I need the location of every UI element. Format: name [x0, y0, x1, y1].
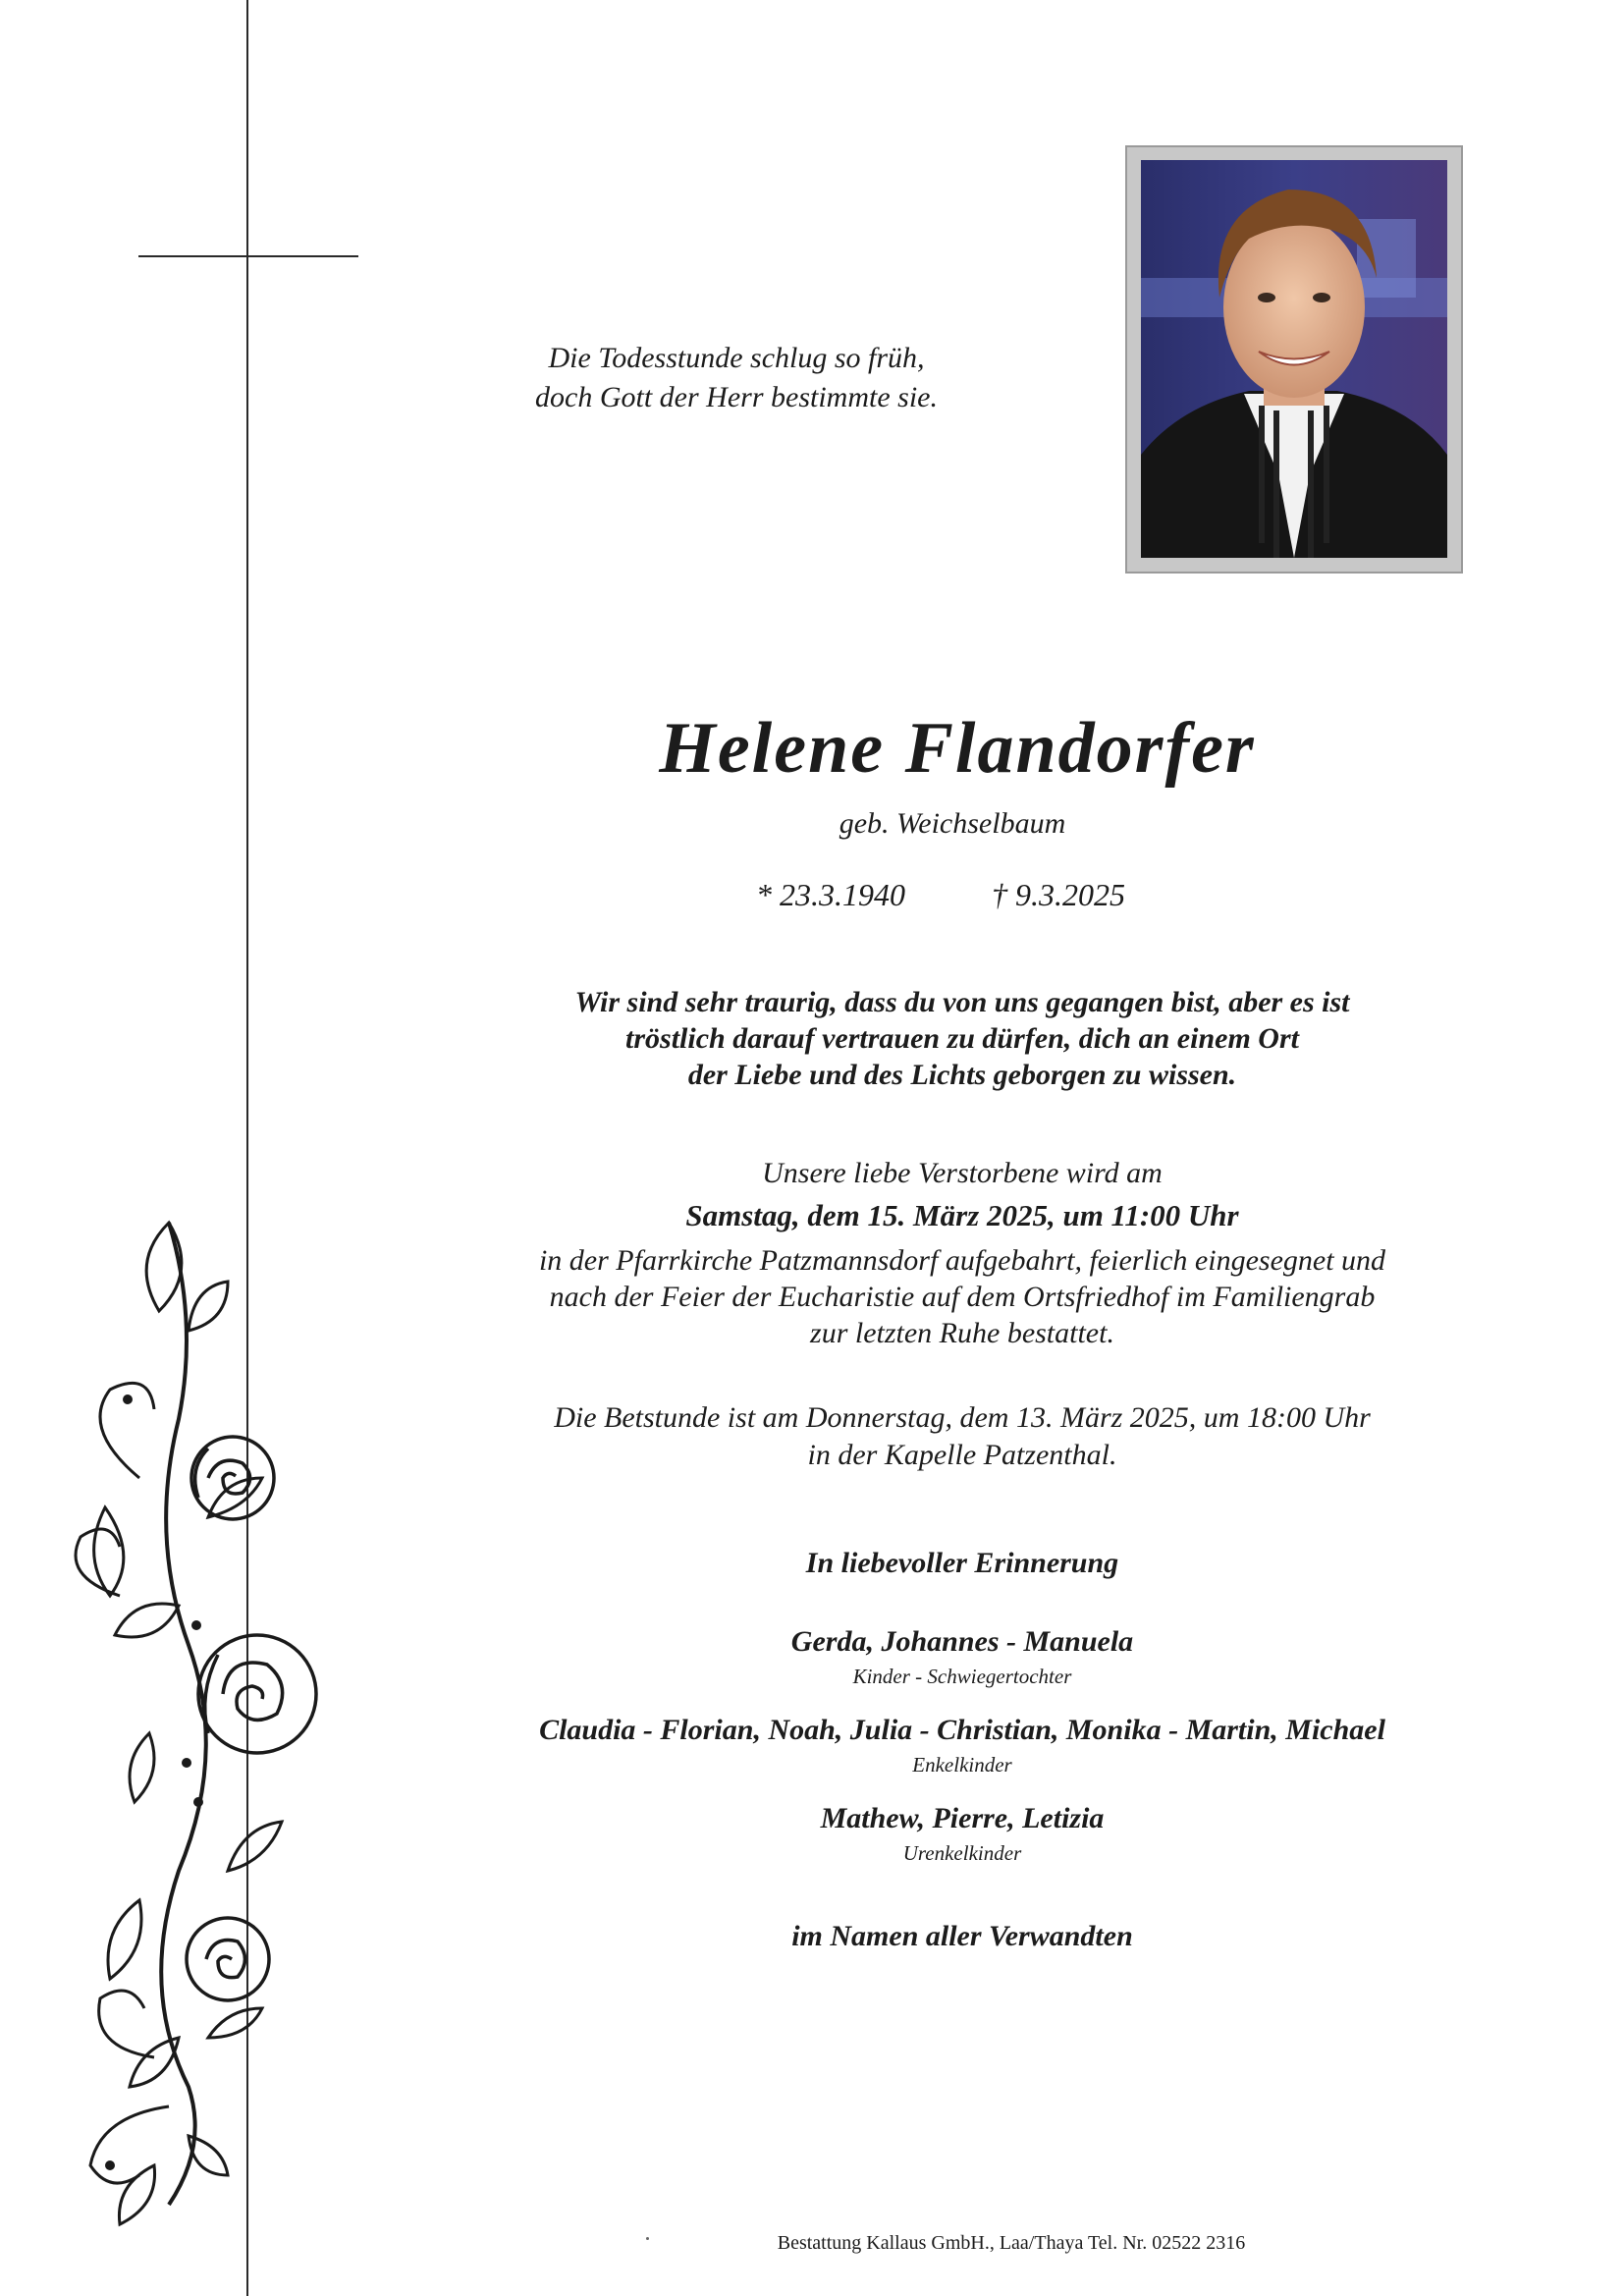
mourner-group-names: Gerda, Johannes - Manuela: [790, 1625, 1134, 1658]
prayer-line-1: Die Betstunde ist am Donnerstag, dem 13. März 2025, um 18:00 Uhr: [554, 1401, 1371, 1434]
remembrance-heading: In liebevoller Erinnerung: [805, 1547, 1119, 1579]
death-date: † 9.3.2025: [992, 877, 1125, 912]
mourner-group-relation: Urenkelkinder: [902, 1841, 1022, 1865]
funeral-intro: Unsere liebe Verstorbene wird am: [762, 1157, 1163, 1189]
message-line-1: Wir sind sehr traurig, dass du von uns gegangen bist, aber es ist: [574, 986, 1350, 1018]
mourner-group-names: Claudia - Florian, Noah, Julia - Christian, Monika - Martin, Michael: [539, 1714, 1385, 1746]
rose-vine-icon: [61, 1183, 346, 2234]
mourner-group-relation: Kinder - Schwiegertochter: [852, 1665, 1072, 1688]
prayer-info: [452, 1399, 1473, 1474]
message-line-2: tröstlich darauf vertrauen zu dürfen, dich an einem Ort: [625, 1022, 1299, 1055]
mourner-group-relation: Enkelkinder: [912, 1753, 1012, 1777]
funeral-date: Samstag, dem 15. März 2025, um 11:00 Uhr: [685, 1198, 1239, 1232]
funeral-line-2: nach der Feier der Eucharistie auf dem Ortsfriedhof im Familiengrab: [549, 1281, 1376, 1313]
prayer-line-2: in der Kapelle Patzenthal.: [807, 1439, 1117, 1471]
funeral-line-3: zur letzten Ruhe bestattet.: [810, 1317, 1114, 1349]
message-line-3: der Liebe und des Lichts geborgen zu wissen.: [687, 1059, 1237, 1091]
funeral-line-1: in der Pfarrkirche Patzmannsdorf aufgebahrt, feierlich eingesegnet und: [538, 1244, 1386, 1277]
condolence-message: [452, 984, 1473, 1093]
mourner-group-names: Mathew, Pierre, Letizia: [820, 1802, 1105, 1834]
funeral-details: [452, 1242, 1473, 1351]
on-behalf-closing: im Namen aller Verwandten: [791, 1920, 1133, 1952]
deceased-name: Helene Flandorfer: [659, 708, 1256, 789]
portrait-photo: [1141, 160, 1447, 558]
cross-horizontal-line: [138, 255, 358, 257]
quote-line-1: Die Todesstunde schlug so früh,: [548, 342, 925, 374]
opening-quote: [461, 339, 1011, 417]
birth-name: geb. Weichselbaum: [839, 807, 1066, 840]
birth-date: * 23.3.1940: [756, 877, 905, 912]
quote-line-2: doch Gott der Herr bestimmte sie.: [535, 381, 938, 413]
funeral-home-footer: Bestattung Kallaus GmbH., Laa/Thaya Tel. Nr. 02522 2316: [777, 2232, 1246, 2254]
